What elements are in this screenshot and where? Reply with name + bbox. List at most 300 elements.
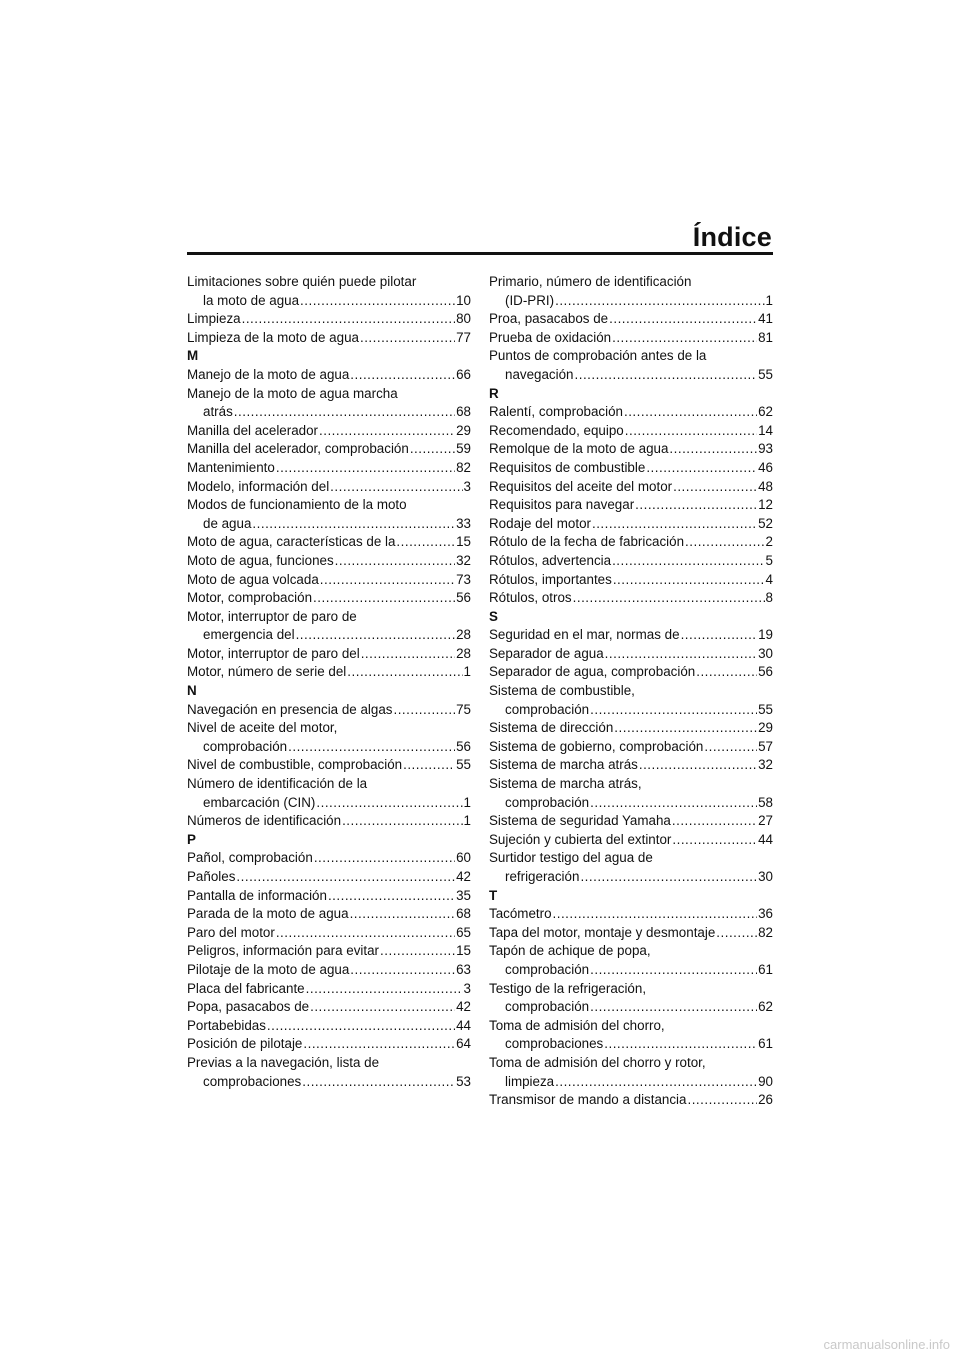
index-entry-page: 2	[765, 534, 773, 550]
index-entry	[489, 831, 773, 850]
dot-leader	[319, 422, 455, 441]
index-entry-line	[187, 478, 471, 497]
dot-leader	[267, 1017, 455, 1036]
index-entry-line	[187, 1054, 471, 1073]
index-entry-line	[187, 998, 471, 1017]
index-entry-text: Limpieza	[187, 311, 241, 327]
index-entry-page: 65	[456, 924, 471, 940]
index-entry-line	[489, 292, 773, 311]
index-entry	[187, 980, 471, 999]
dot-leader	[316, 794, 462, 813]
index-entry	[489, 719, 773, 738]
index-entry-line	[489, 310, 773, 329]
dot-leader	[590, 794, 757, 813]
index-entry	[489, 645, 773, 664]
index-entry-line	[489, 980, 773, 999]
index-entry	[489, 905, 773, 924]
index-entry-text: Requisitos de combustible	[489, 459, 646, 475]
index-entry-line	[187, 942, 471, 961]
index-entry	[187, 459, 471, 478]
index-entry-line	[489, 701, 773, 720]
dot-leader	[673, 478, 757, 497]
index-entry-line	[187, 794, 471, 813]
dot-leader	[335, 552, 455, 571]
index-entry-text: comprobación	[505, 701, 590, 717]
index-entry-text: Sistema de seguridad Yamaha	[489, 813, 671, 829]
index-entry-line	[489, 515, 773, 534]
index-entry-text: Paro del motor	[187, 924, 275, 940]
index-entry-text: emergencia del	[203, 627, 295, 643]
dot-leader	[288, 738, 455, 757]
dot-leader	[609, 310, 757, 329]
index-entry	[187, 812, 471, 831]
index-entry-text: Manejo de la moto de agua marcha	[187, 385, 398, 401]
index-entry-text: Requisitos del aceite del motor	[489, 478, 673, 494]
index-entry-line	[489, 719, 773, 738]
index-entry-line	[489, 626, 773, 645]
index-entry-text: Números de identificación	[187, 813, 342, 829]
index-entry-line	[187, 812, 471, 831]
index-entry-page: 41	[758, 311, 773, 327]
index-entry-text: Placa del fabricante	[187, 980, 305, 996]
index-entry-text: Moto de agua, funciones	[187, 552, 334, 568]
index-entry	[489, 496, 773, 515]
index-entry	[489, 756, 773, 775]
index-column-right	[489, 273, 773, 1110]
index-entry	[187, 329, 471, 348]
page-title: Índice	[692, 222, 772, 252]
index-entry-text: Pilotaje de la moto de agua	[187, 961, 350, 977]
index-entry-text: Proa, pasacabos de	[489, 311, 609, 327]
index-entry-line	[489, 1073, 773, 1092]
index-entry-text: de agua	[203, 515, 252, 531]
dot-leader	[242, 310, 456, 329]
index-entry-page: 57	[758, 738, 773, 754]
index-entry	[187, 887, 471, 906]
index-entry-page: 73	[456, 571, 471, 587]
index-entry	[187, 719, 471, 756]
dot-leader	[276, 924, 455, 943]
index-entry	[187, 273, 471, 310]
index-entry-line	[187, 663, 471, 682]
dot-leader	[687, 1091, 757, 1110]
index-entry	[187, 478, 471, 497]
dot-leader	[612, 552, 764, 571]
index-entry-text: Pantalla de información	[187, 887, 327, 903]
index-entry-line	[489, 1017, 773, 1036]
index-entry-text: Separador de agua, comprobación	[489, 664, 696, 680]
index-entry-page: 30	[758, 869, 773, 884]
dot-leader	[396, 533, 455, 552]
index-entry-text: Sistema de combustible,	[489, 683, 635, 699]
index-entry-line	[489, 1091, 773, 1110]
index-entry-line	[187, 887, 471, 906]
index-entry	[187, 552, 471, 571]
index-entry-text: Seguridad en el mar, normas de	[489, 627, 680, 643]
index-entry-line	[187, 310, 471, 329]
index-section-letter: N	[187, 683, 197, 699]
index-entry-line	[187, 738, 471, 757]
index-entry	[489, 1054, 773, 1091]
dot-leader	[625, 422, 757, 441]
dot-leader	[393, 701, 455, 720]
dot-leader	[410, 440, 455, 459]
dot-leader	[360, 329, 455, 348]
index-entry-page: 55	[758, 701, 773, 717]
index-entry-page: 56	[758, 664, 773, 680]
index-entry-text: Testigo de la refrigeración,	[489, 980, 647, 996]
index-entry-page: 55	[456, 757, 471, 773]
index-entry	[489, 589, 773, 608]
index-entry	[187, 422, 471, 441]
index-entry-page: 15	[456, 943, 471, 959]
index-entry-line	[489, 868, 773, 887]
index-entry-page: 59	[456, 441, 471, 457]
dot-leader	[350, 366, 455, 385]
index-entry-text: Tapa del motor, montaje y desmontaje	[489, 924, 716, 940]
index-entry	[489, 682, 773, 719]
index-entry-text: Tapón de achique de popa,	[489, 943, 651, 959]
index-entry	[489, 347, 773, 384]
index-entry-text: (ID-PRI)	[505, 292, 555, 308]
index-entry-text: comprobación	[505, 961, 590, 977]
dot-leader	[320, 571, 455, 590]
index-entry-text: Limpieza de la moto de agua	[187, 329, 359, 345]
index-entry-page: 1	[765, 292, 773, 308]
index-entry-text: limpieza	[505, 1073, 555, 1089]
index-entry-page: 29	[456, 422, 471, 438]
index-entry-page: 46	[758, 459, 773, 475]
index-entry	[187, 440, 471, 459]
index-entry-page: 90	[758, 1073, 773, 1089]
index-entry-text: refrigeración	[505, 869, 580, 884]
index-entry	[489, 812, 773, 831]
dot-leader	[306, 980, 463, 999]
index-entry-text: Navegación en presencia de algas	[187, 701, 393, 717]
index-entry-page: 44	[456, 1017, 471, 1033]
index-entry-line	[187, 980, 471, 999]
index-entry-text: Motor, interruptor de paro de	[187, 608, 357, 624]
index-entry-line	[489, 756, 773, 775]
index-entry-text: Transmisor de mando a distancia	[489, 1092, 687, 1108]
index-entry-line	[187, 1035, 471, 1054]
dot-leader	[234, 403, 455, 422]
index-entry-page: 82	[456, 459, 471, 475]
index-entry	[187, 385, 471, 422]
index-entry	[187, 905, 471, 924]
index-entry-line	[489, 924, 773, 943]
index-entry	[187, 571, 471, 590]
index-entry-text: Moto de agua volcada	[187, 571, 319, 587]
index-entry	[187, 701, 471, 720]
index-entry-page: 42	[456, 999, 471, 1015]
index-entry-line	[187, 440, 471, 459]
index-entry-page: 62	[758, 404, 773, 420]
index-entry	[489, 310, 773, 329]
dot-leader	[604, 1035, 757, 1054]
index-entry-text: Sistema de marcha atrás	[489, 757, 638, 773]
index-entry-line	[187, 329, 471, 348]
index-entry	[187, 589, 471, 608]
index-entry-line	[489, 961, 773, 980]
index-entry	[489, 1017, 773, 1054]
index-entry-line	[489, 496, 773, 515]
dot-leader	[669, 440, 757, 459]
index-entry-page: 75	[456, 701, 471, 717]
index-entry-text: Surtidor testigo del agua de	[489, 850, 653, 866]
index-entry-text: Pañol, comprobación	[187, 850, 313, 866]
dot-leader	[685, 533, 765, 552]
index-entry	[187, 608, 471, 645]
index-entry	[187, 1017, 471, 1036]
index-entry	[187, 961, 471, 980]
dot-leader	[592, 515, 757, 534]
index-entry-line	[187, 608, 471, 627]
index-entry-page: 61	[758, 1036, 773, 1052]
index-entry-line	[489, 571, 773, 590]
index-entry-line	[489, 459, 773, 478]
dot-leader	[672, 831, 757, 850]
index-entry-page: 19	[758, 627, 773, 643]
dot-leader	[350, 905, 456, 924]
index-entry-page: 93	[758, 441, 773, 457]
index-entry-line	[187, 645, 471, 664]
dot-leader	[347, 663, 462, 682]
index-entry-page: 33	[456, 515, 471, 531]
index-entry-line	[187, 905, 471, 924]
index-entry-page: 56	[456, 738, 471, 754]
index-entry	[187, 756, 471, 775]
index-entry-text: Ralentí, comprobación	[489, 404, 623, 420]
index-entry-page: 52	[758, 515, 773, 531]
index-entry	[187, 645, 471, 664]
index-entry-page: 10	[456, 292, 471, 308]
index-entry-line	[187, 701, 471, 720]
dot-leader	[555, 292, 764, 311]
index-entry-page: 55	[758, 366, 773, 382]
index-entry-line	[489, 552, 773, 571]
index-entry-text: Modelo, información del	[187, 478, 330, 494]
index-entry	[489, 552, 773, 571]
index-entry-text: comprobación	[203, 738, 288, 754]
index-entry-page: 32	[456, 552, 471, 568]
index-entry-page: 80	[456, 311, 471, 327]
index-entry	[187, 849, 471, 868]
dot-leader	[590, 961, 757, 980]
index-entry-page: 3	[463, 980, 471, 996]
index-entry	[187, 868, 471, 887]
index-entry-text: Rodaje del motor	[489, 515, 591, 531]
dot-leader	[328, 887, 455, 906]
dot-leader	[300, 292, 455, 311]
index-entry-page: 61	[758, 961, 773, 977]
index-entry-line	[489, 366, 773, 385]
dot-leader	[716, 924, 757, 943]
index-entry-line	[489, 905, 773, 924]
dot-leader	[704, 738, 757, 757]
index-entry-line	[187, 1073, 471, 1092]
dot-leader	[575, 366, 758, 385]
index-entry-page: 62	[758, 999, 773, 1015]
index-entry-text: Prueba de oxidación	[489, 329, 612, 345]
index-entry-text: Rótulos, otros	[489, 590, 572, 606]
index-entry-page: 8	[765, 590, 773, 606]
index-entry-text: Toma de admisión del chorro,	[489, 1017, 665, 1033]
index-entry-text: Sistema de dirección	[489, 720, 614, 736]
index-entry-line	[187, 273, 471, 292]
index-entry	[187, 998, 471, 1017]
index-entry-line	[489, 347, 773, 366]
index-entry-line	[187, 552, 471, 571]
dot-leader	[681, 626, 758, 645]
index-entry-line	[187, 459, 471, 478]
index-entry-page: 29	[758, 720, 773, 736]
index-entry	[489, 980, 773, 1017]
dot-leader	[635, 496, 757, 515]
index-entry-text: Nivel de combustible, comprobación	[187, 757, 403, 773]
index-entry-page: 58	[758, 794, 773, 810]
index-entry-text: Popa, pasacabos de	[187, 999, 310, 1015]
index-entry-text: Limitaciones sobre quién puede pilotar	[187, 274, 417, 289]
index-entry	[489, 849, 773, 886]
index-entry-text: Primario, número de identificación	[489, 274, 692, 289]
index-entry-text: Requisitos para navegar	[489, 497, 635, 513]
index-entry-line	[187, 849, 471, 868]
index-entry-page: 28	[456, 645, 471, 661]
index-entry-text: Motor, comprobación	[187, 590, 313, 606]
watermark: carmanualsonline.info	[823, 1337, 950, 1352]
index-entry-text: comprobaciones	[203, 1073, 302, 1089]
index-entry-text: Manilla del acelerador	[187, 422, 319, 438]
index-entry	[489, 775, 773, 812]
index-entry-line	[489, 589, 773, 608]
index-entry-page: 35	[456, 887, 471, 903]
index-entry-text: Parada de la moto de agua	[187, 906, 349, 922]
title-rule	[187, 252, 773, 255]
index-entry	[187, 775, 471, 812]
dot-leader	[314, 849, 455, 868]
index-entry	[187, 924, 471, 943]
index-entry-page: 48	[758, 478, 773, 494]
index-entry-text: Rótulos, advertencia	[489, 552, 612, 568]
index-entry-line	[187, 868, 471, 887]
index-entry-page: 64	[456, 1036, 471, 1052]
index-entry-page: 14	[758, 422, 773, 438]
index-entry-page: 32	[758, 757, 773, 773]
index-entry-line	[489, 849, 773, 868]
index-entry	[489, 478, 773, 497]
index-entry-line	[187, 515, 471, 534]
index-entry-line	[489, 738, 773, 757]
index-entry	[187, 1035, 471, 1054]
index-entry-text: Remolque de la moto de agua	[489, 441, 669, 457]
index-entry-line	[489, 645, 773, 664]
index-entry-text: Modos de funcionamiento de la moto	[187, 497, 407, 513]
index-entry-line	[187, 571, 471, 590]
index-entry-line	[489, 812, 773, 831]
index-entry-text: Manejo de la moto de agua	[187, 366, 350, 382]
index-entry-text: Peligros, información para evitar	[187, 943, 380, 959]
index-entry	[489, 738, 773, 757]
index-entry-text: Rótulo de la fecha de fabricación	[489, 534, 685, 550]
index-entry-line	[489, 1054, 773, 1073]
index-entry	[489, 329, 773, 348]
index-entry	[489, 459, 773, 478]
index-entry-line	[187, 366, 471, 385]
index-entry	[489, 663, 773, 682]
index-entry-line	[187, 719, 471, 738]
index-entry-line	[489, 998, 773, 1017]
index-entry-text: navegación	[505, 366, 574, 382]
index-entry-page: 27	[758, 813, 773, 829]
index-entry-line	[187, 924, 471, 943]
index-entry-line	[489, 682, 773, 701]
index-entry-text: Separador de agua	[489, 645, 604, 661]
index-entry	[187, 663, 471, 682]
index-entry	[489, 571, 773, 590]
index-entry-page: 3	[463, 478, 471, 494]
index-entry-text: Sistema de marcha atrás,	[489, 776, 642, 792]
index-section-letter: M	[187, 348, 199, 364]
index-entry-text: comprobación	[505, 999, 590, 1015]
dot-leader	[639, 756, 757, 775]
index-entry-line	[489, 794, 773, 813]
index-entry-page: 82	[758, 924, 773, 940]
dot-leader	[380, 942, 455, 961]
index-entry-text: Pañoles	[187, 869, 236, 884]
index-section-letter: S	[489, 608, 498, 624]
index-entry-line	[489, 478, 773, 497]
dot-leader	[573, 589, 765, 608]
dot-leader	[614, 719, 757, 738]
index-entry-page: 12	[758, 497, 773, 513]
index-entry	[489, 273, 773, 310]
dot-leader	[236, 868, 455, 887]
index-entry-page: 63	[456, 961, 471, 977]
dot-leader	[580, 868, 757, 887]
dot-leader	[624, 403, 757, 422]
index-entry-text: Motor, número de serie del	[187, 664, 347, 680]
dot-leader	[303, 1035, 455, 1054]
index-entry	[489, 533, 773, 552]
index-entry-text: Tacómetro	[489, 906, 552, 922]
index-entry	[489, 515, 773, 534]
dot-leader	[555, 1073, 757, 1092]
index-entry-line	[489, 663, 773, 682]
index-entry-text: Sujeción y cubierta del extintor	[489, 831, 672, 847]
index-entry-line	[187, 1017, 471, 1036]
index-entry-line	[187, 385, 471, 404]
index-entry	[187, 942, 471, 961]
dot-leader	[605, 645, 757, 664]
index-entry-line	[187, 403, 471, 422]
index-entry-line	[187, 589, 471, 608]
index-column-left	[187, 273, 471, 1091]
index-entry	[489, 440, 773, 459]
index-entry-text: Recomendado, equipo	[489, 422, 624, 438]
index-entry-page: 68	[456, 404, 471, 420]
index-section-letter: R	[489, 385, 499, 401]
dot-leader	[646, 459, 757, 478]
index-entry-page: 36	[758, 906, 773, 922]
index-section-letter: T	[489, 887, 498, 903]
index-entry-text: Previas a la navegación, lista de	[187, 1054, 380, 1070]
index-entry-line	[489, 942, 773, 961]
dot-leader	[696, 663, 757, 682]
index-entry-text: embarcación (CIN)	[203, 794, 316, 810]
index-entry-page: 30	[758, 645, 773, 661]
dot-leader	[296, 626, 456, 645]
